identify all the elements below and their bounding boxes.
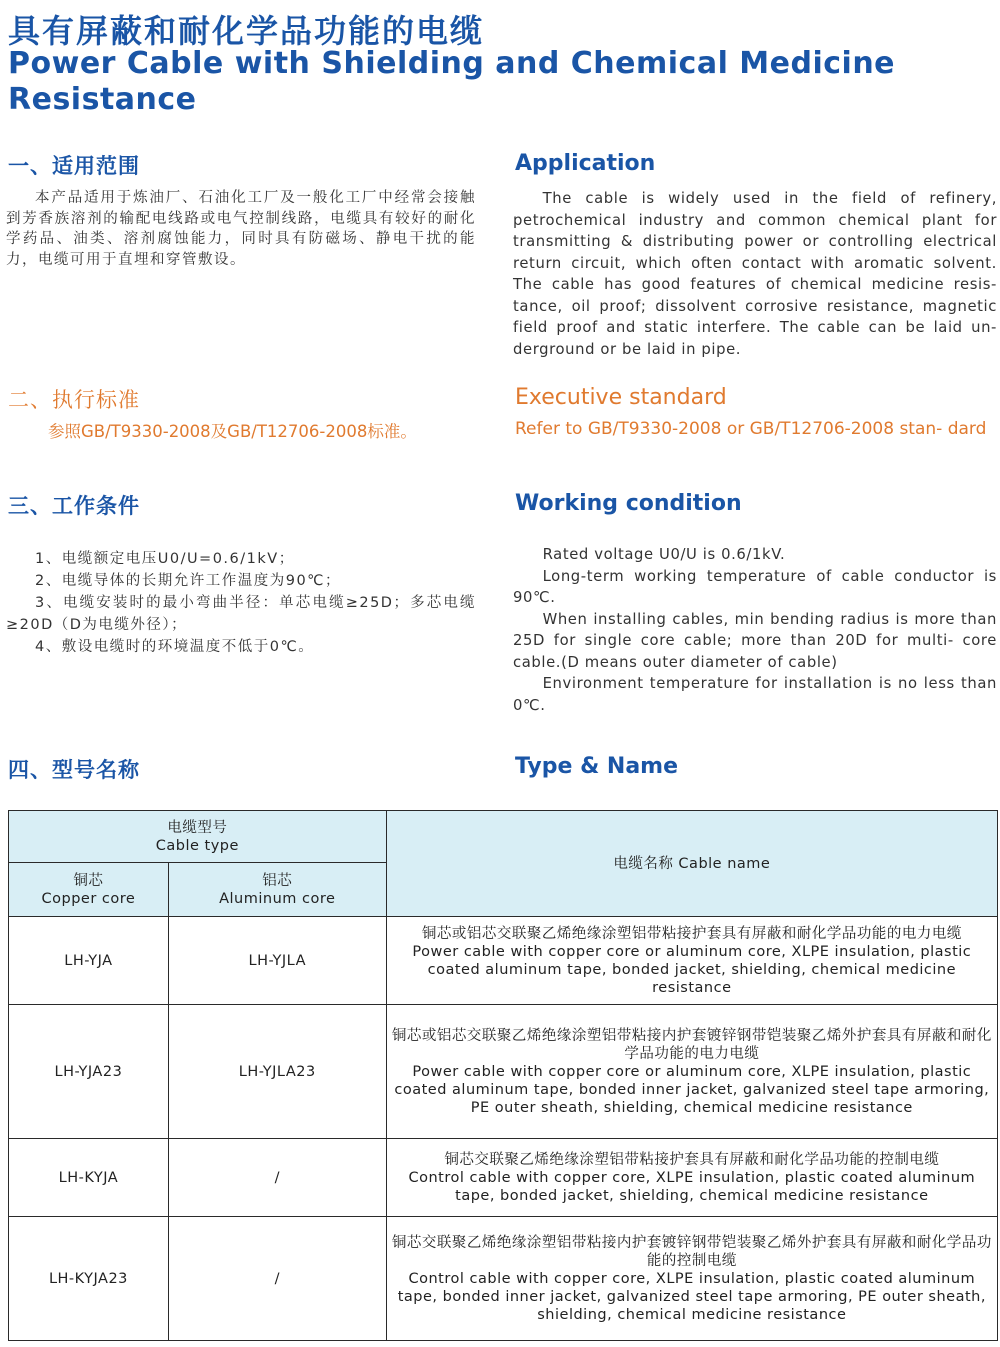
standard-heading-en: Executive standard <box>515 385 727 410</box>
copper-model: LH-KYJA23 <box>9 1217 169 1341</box>
standard-body-cn: 参照GB/T9330-2008及GB/T12706-2008标准。 <box>48 422 417 441</box>
table-row <box>9 1005 998 1139</box>
working-list-en <box>513 544 997 716</box>
cable-type-table <box>8 810 998 1341</box>
application-body-en: The cable is widely used in the field of refinery, petrochemical industry and common chemical plant for transmitting & distributing power or controlling electrical return circuit, which often contact with aromatic solvent. The cable has good features of chemical medicine resis- tance, oil proof; dissolvent corrosive resistance, magnetic field proof and static interfere. The cable can be laid un- derground or be laid in pipe. <box>513 190 997 358</box>
cable-name-en: Power cable with copper core or aluminum core, XLPE insulation, plastic coated aluminum tape, bonded inner jacket, galvanized steel tape armoring, PE outer sheath, shielding, chemical medicine resistance <box>394 1063 990 1116</box>
header-aluminum <box>168 863 386 917</box>
working-item-cn: 1、电缆额定电压U0/U=0.6/1kV； <box>35 551 295 567</box>
header-copper-en: Copper core <box>41 890 136 907</box>
application-heading-cn: 一、适用范围 <box>8 154 140 178</box>
header-cable-type <box>9 811 387 863</box>
application-body-cn: 本产品适用于炼油厂、石油化工厂及一般化工厂中经常会接触到芳香族溶剂的输配电线路或电气控制线路，电缆具有较好的耐化学药品、油类、溶剂腐蚀能力，同时具有防磁场、静电干扰的能力，电缆可用于直埋和穿管敷设。 <box>6 190 476 268</box>
cable-name-cn: 铜芯或铝芯交联聚乙烯绝缘涂塑铝带粘接内护套镀锌钢带铠装聚乙烯外护套具有屏蔽和耐化学品功能的电力电缆 <box>391 1027 992 1062</box>
working-item-en: Rated voltage U0/U is 0.6/1kV. <box>542 546 786 563</box>
header-copper <box>9 863 169 917</box>
cable-name-en: Control cable with copper core, XLPE insulation, plastic coated aluminum tape, bonded inner jacket, galvanized steel tape armoring, PE outer sheath, shielding, chemical medicine resistance <box>397 1270 986 1323</box>
aluminum-model: LH-YJLA23 <box>168 1005 386 1139</box>
working-heading-cn: 三、工作条件 <box>8 494 140 518</box>
cable-name <box>386 1217 997 1341</box>
types-heading-cn: 四、型号名称 <box>8 758 140 782</box>
working-item-en: Environment temperature for installation is no less than 0℃. <box>513 675 997 714</box>
standard-body-en: Refer to GB/T9330-2008 or GB/T12706-2008 stan- dard <box>515 419 987 439</box>
header-copper-cn: 铜芯 <box>73 872 104 889</box>
cable-name <box>386 1005 997 1139</box>
header-cable-type-cn: 电缆型号 <box>167 819 228 836</box>
cable-name-en: Control cable with copper core, XLPE insulation, plastic coated aluminum tape, bonded jacket, shielding, chemical medicine resistance <box>408 1169 976 1204</box>
page-title-cn: 具有屏蔽和耐化学品功能的电缆 <box>8 12 485 50</box>
cable-name-en: Power cable with copper core or aluminum core, XLPE insulation, plastic coated aluminum tape, bonded jacket, shielding, chemical medicine resistance <box>412 943 972 996</box>
standard-heading-cn: 二、执行标准 <box>8 388 140 412</box>
aluminum-model: LH-YJLA <box>168 917 386 1005</box>
working-heading-en: Working condition <box>515 491 742 516</box>
working-item-en: Long-term working temperature of cable conductor is 90℃. <box>513 567 997 606</box>
table-row <box>9 917 998 1005</box>
copper-model: LH-YJA23 <box>9 1005 169 1139</box>
aluminum-model: / <box>168 1217 386 1341</box>
cable-name <box>386 1139 997 1217</box>
header-cable-type-en: Cable type <box>155 837 239 854</box>
table-row <box>9 1217 998 1341</box>
working-item-cn: 3、电缆安装时的最小弯曲半径：单芯电缆≥25D；多芯电缆≥20D（D为电缆外径）； <box>6 595 476 633</box>
application-heading-en: Application <box>515 151 656 176</box>
working-item-en: When installing cables, min bending radius is more than 25D for single core cable; more than 20D for multi- core cable.(D means outer diameter of cable) <box>513 610 997 671</box>
cable-name-cn: 铜芯或铝芯交联聚乙烯绝缘涂塑铝带粘接护套具有屏蔽和耐化学品功能的电力电缆 <box>421 925 962 942</box>
copper-model: LH-KYJA <box>9 1139 169 1217</box>
working-item-cn: 4、敷设电缆时的环境温度不低于0℃。 <box>35 639 315 655</box>
cable-name-cn: 铜芯交联聚乙烯绝缘涂塑铝带粘接护套具有屏蔽和耐化学品功能的控制电缆 <box>444 1151 940 1168</box>
working-list-cn <box>6 548 476 658</box>
page-title-en: Power Cable with Shielding and Chemical Medicine Resistance <box>8 46 896 117</box>
header-cable-name: 电缆名称 Cable name <box>386 811 997 917</box>
types-heading-en: Type & Name <box>515 754 679 779</box>
cable-name <box>386 917 997 1005</box>
working-item-cn: 2、电缆导体的长期允许工作温度为90℃； <box>35 573 341 589</box>
copper-model: LH-YJA <box>9 917 169 1005</box>
header-aluminum-cn: 铝芯 <box>262 872 293 889</box>
cable-name-cn: 铜芯交联聚乙烯绝缘涂塑铝带粘接内护套镀锌钢带铠装聚乙烯外护套具有屏蔽和耐化学品功能的控制电缆 <box>391 1234 992 1269</box>
table-row <box>9 1139 998 1217</box>
header-aluminum-en: Aluminum core <box>219 890 336 907</box>
aluminum-model: / <box>168 1139 386 1217</box>
